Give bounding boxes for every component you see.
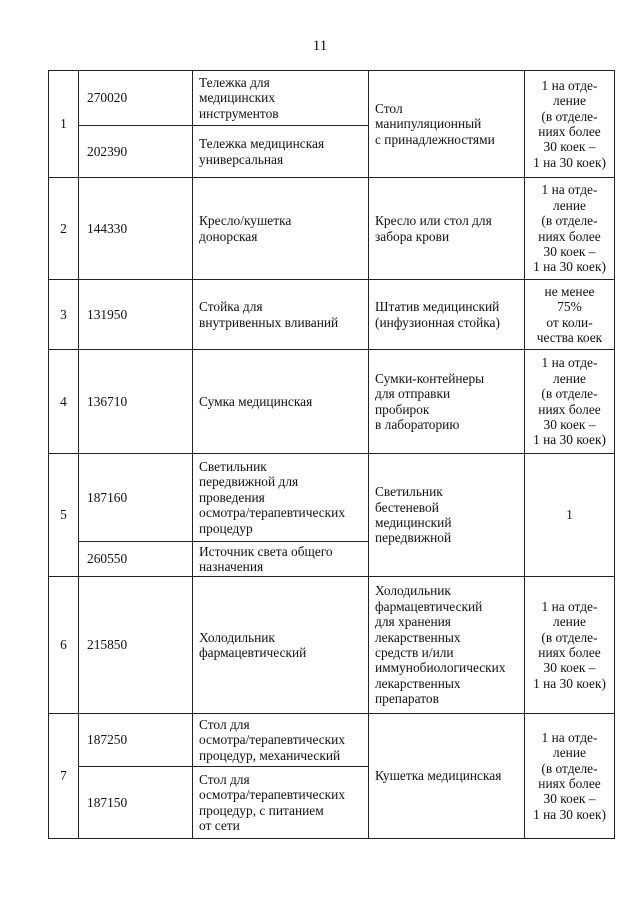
item-name: Стойка для внутривенных вливаний xyxy=(199,299,339,330)
item-name: Стол для осмотра/терапевтических процедур, с питанием от сети xyxy=(199,771,346,833)
item-name: Тележка медицинская универсальная xyxy=(199,136,325,167)
row-number: 7 xyxy=(49,714,79,839)
code-cell: 270020 xyxy=(79,71,193,126)
replacement-name: Кресло или стол для забора крови xyxy=(375,213,492,244)
code-cell: 144330 xyxy=(79,178,193,280)
quantity: не менее 75% от коли- чества коек xyxy=(536,283,603,345)
item-name: Холодильник фармацевтический xyxy=(199,629,307,660)
replacement-name: Стол манипуляционный с принадлежностями xyxy=(375,100,495,147)
quantity: 1 на отде- ление (в отделе- ниях более 30 коек – 1 на 30 коек) xyxy=(533,355,606,448)
equipment-table xyxy=(48,70,615,839)
item-name: Стол для осмотра/терапевтических процедур, механический xyxy=(199,716,346,763)
code-cell: 215850 xyxy=(79,577,193,714)
code-cell: 202390 xyxy=(79,126,193,178)
row-number: 2 xyxy=(49,178,79,280)
table-row xyxy=(49,714,615,767)
row-number: 5 xyxy=(49,454,79,577)
table-row xyxy=(49,454,615,542)
table-row xyxy=(49,178,615,280)
table-row xyxy=(49,280,615,350)
table-row xyxy=(49,71,615,126)
code-cell: 187160 xyxy=(79,454,193,542)
table-row xyxy=(49,577,615,714)
quantity: 1 на отде- ление (в отделе- ниях более 30 коек – 1 на 30 коек) xyxy=(533,598,606,691)
page-number: 11 xyxy=(312,38,328,54)
quantity: 1 на отде- ление (в отделе- ниях более 30 коек – 1 на 30 коек) xyxy=(533,182,606,275)
replacement-name: Светильник бестеневой медицинский передвижной xyxy=(375,484,452,546)
table-row xyxy=(49,350,615,454)
item-name: Источник света общего назначения xyxy=(199,543,333,574)
row-number: 3 xyxy=(49,280,79,350)
item-name: Тележка для медицинских инструментов xyxy=(199,74,279,121)
replacement-name: Сумки-контейнеры для отправки пробирок в лабораторию xyxy=(375,370,485,432)
row-number: 1 xyxy=(49,71,79,178)
row-number: 4 xyxy=(49,350,79,454)
item-name: Сумка медицинская xyxy=(199,393,313,409)
code-cell: 187150 xyxy=(79,767,193,839)
replacement-name: Кушетка медицинская xyxy=(375,768,502,784)
code-cell: 136710 xyxy=(79,350,193,454)
code-cell: 187250 xyxy=(79,714,193,767)
item-name: Кресло/кушетка донорская xyxy=(199,213,292,244)
quantity: 1 на отде- ление (в отделе- ниях более 30 коек – 1 на 30 коек) xyxy=(533,77,606,170)
row-number: 6 xyxy=(49,577,79,714)
code-cell: 131950 xyxy=(79,280,193,350)
code-cell: 260550 xyxy=(79,542,193,577)
quantity: 1 на отде- ление (в отделе- ниях более 30 коек – 1 на 30 коек) xyxy=(533,729,606,822)
replacement-name: Холодильник фармацевтический для хранения лекарственных средств и/или иммунобиологических лекарственных препаратов xyxy=(375,583,506,707)
quantity: 1 xyxy=(566,507,573,523)
replacement-name: Штатив медицинский (инфузионная стойка) xyxy=(375,299,500,330)
item-name: Светильник передвижной для проведения осмотра/терапевтических процедур xyxy=(199,458,346,536)
